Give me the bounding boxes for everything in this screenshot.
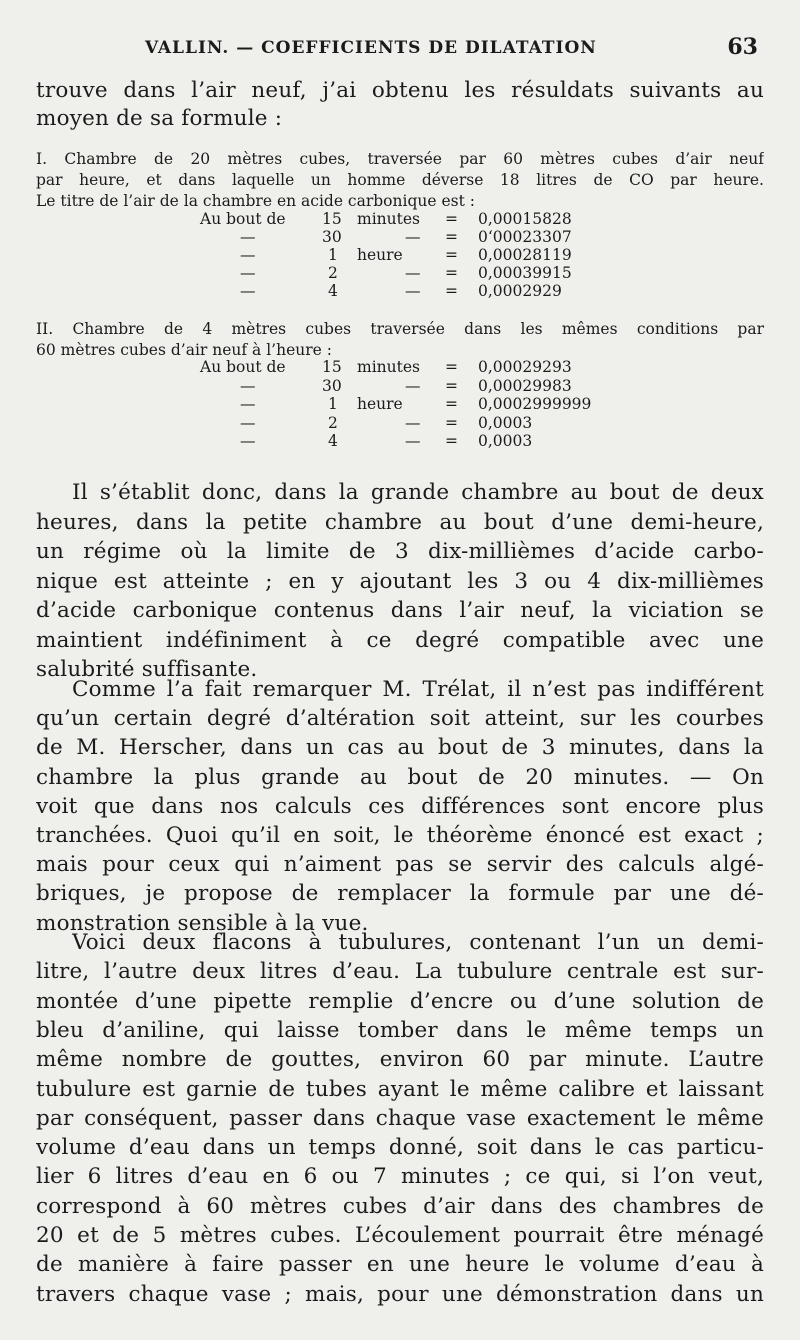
case-text-line: Le titre de l’air de la chambre en acide carbonique est : (36, 192, 475, 210)
text-line: briques, je propose de remplacer la formule par une dé- (36, 881, 764, 907)
cell-eq: = (445, 282, 458, 300)
text-line: salubrité suffisante. (36, 657, 258, 682)
table-row (0, 282, 800, 302)
page-header (0, 34, 800, 64)
cell-eq: = (445, 358, 458, 376)
text-line: de M. Herscher, dans un cas au bout de 3 minutes, dans la (36, 735, 764, 761)
text-line: Il s’établit donc, dans la grande chambre au bout de deux (72, 480, 764, 505)
text-line: heures, dans la petite chambre au bout d’une demi-heure, (36, 509, 764, 535)
case-text-line: I. Chambre de 20 mètres cubes, traversée par 60 mètres cubes d’air neuf (36, 150, 764, 168)
case-text-line: 60 mètres cubes d’air neuf à l’heure : (36, 341, 332, 359)
text-line: mais pour ceux qui n’aiment pas se servir des calculs algé- (36, 852, 764, 878)
cell-unit: minutes (357, 210, 420, 228)
table-row (0, 377, 800, 397)
text-line: monstration sensible à la vue. (36, 910, 369, 936)
cell-eq: = (445, 376, 458, 395)
cell-value: 0,0002929 (478, 282, 562, 300)
cell-ditto1: — (240, 413, 256, 432)
cell-unit: — (405, 413, 421, 432)
text-line: nique est atteinte ; en y ajoutant les 3 ou 4 dix-millièmes (36, 568, 764, 594)
cell-ditto1: — (240, 264, 256, 282)
cell-eq: = (445, 210, 458, 228)
text-line: tubulure est garnie de tubes ayant le même calibre et laissant (36, 1076, 764, 1102)
text-line: maintient indéfiniment à ce degré compatible avec une (36, 627, 764, 653)
case-text-line: II. Chambre de 4 mètres cubes traversée dans les mêmes conditions par (36, 320, 764, 338)
cell-unit: — (405, 282, 421, 300)
cell-value: 0‘00023307 (478, 228, 572, 246)
cell-eq: = (445, 246, 458, 264)
table-row (0, 358, 800, 378)
text-line: moyen de sa formule : (36, 106, 283, 131)
text-line: montée d’une pipette remplie d’encre ou d’une solution de (36, 988, 764, 1014)
cell-time: 30 (322, 228, 342, 246)
text-line: trouve dans l’air neuf, j’ai obtenu les résuldats suivants au (36, 78, 764, 103)
text-line: correspond à 60 mètres cubes d’air dans des chambres de (36, 1193, 764, 1219)
cell-time: 2 (328, 264, 338, 282)
cell-value: 0,00039915 (478, 264, 572, 282)
cell-eq: = (445, 432, 458, 450)
text-line: volume d’eau dans un temps donné, soit dans le cas particu- (36, 1135, 764, 1161)
case-text-line: par heure, et dans laquelle un homme déverse 18 litres de CO par heure. (36, 171, 764, 189)
cell-eq: = (445, 413, 458, 432)
cell-unit: heure (357, 246, 403, 264)
table-row (0, 210, 800, 230)
cell-unit: — (405, 228, 421, 246)
table-row (0, 228, 800, 248)
cell-unit: — (405, 376, 421, 395)
cell-time: 15 (322, 358, 342, 376)
text-line: un régime où la limite de 3 dix-millièmes d’acide carbo- (36, 539, 764, 564)
running-title: VALLIN. — COEFFICIENTS DE DILATATION (145, 38, 597, 58)
table-row (0, 246, 800, 266)
cell-ditto1: — (240, 228, 256, 246)
table-row (0, 264, 800, 284)
cell-unit: heure (357, 395, 403, 413)
text-line: 20 et de 5 mètres cubes. L’écoulement pourrait être ménagé (36, 1223, 764, 1248)
cell-value: 0,00029983 (478, 376, 572, 395)
cell-ditto1: Au bout de (200, 358, 286, 376)
page-number: 63 (727, 34, 758, 60)
cell-ditto1: — (240, 432, 256, 450)
text-line: litre, l’autre deux litres d’eau. La tubulure centrale est sur- (36, 959, 764, 985)
cell-ditto1: — (240, 395, 256, 413)
cell-value: 0,0003 (478, 413, 533, 432)
text-line: lier 6 litres d’eau en 6 ou 7 minutes ; ce qui, si l’on veut, (36, 1164, 764, 1190)
text-line: travers chaque vase ; mais, pour une démonstration dans un (36, 1281, 764, 1307)
cell-unit: — (405, 432, 421, 450)
cell-time: 1 (328, 246, 338, 264)
cell-ditto1: — (240, 376, 256, 395)
text-line: de manière à faire passer en une heure le volume d’eau à (36, 1252, 764, 1278)
cell-unit: — (405, 264, 421, 282)
text-line: bleu d’aniline, qui laisse tomber dans le même temps un (36, 1017, 764, 1043)
cell-value: 0,00029293 (478, 358, 572, 376)
cell-time: 4 (328, 432, 338, 450)
cell-time: 4 (328, 282, 338, 300)
text-line: même nombre de gouttes, environ 60 par minute. L’autre (36, 1047, 764, 1073)
text-line: chambre la plus grande au bout de 20 minutes. — On (36, 764, 764, 790)
cell-ditto1: Au bout de (200, 210, 286, 228)
cell-eq: = (445, 228, 458, 246)
text-line: tranchées. Quoi qu’il en soit, le théorème énoncé est exact ; (36, 823, 764, 848)
cell-time: 15 (322, 210, 342, 228)
table-row (0, 395, 800, 415)
text-line: Voici deux flacons à tubulures, contenant l’un un demi- (72, 930, 764, 955)
cell-time: 30 (322, 376, 342, 395)
text-line: voit que dans nos calculs ces différences sont encore plus (36, 793, 764, 819)
cell-eq: = (445, 395, 458, 413)
cell-ditto1: — (240, 282, 256, 300)
cell-eq: = (445, 264, 458, 282)
table-row (0, 432, 800, 452)
cell-unit: minutes (357, 358, 420, 376)
table-row (0, 414, 800, 434)
text-line: Comme l’a fait remarquer M. Trélat, il n’est pas indifférent (72, 677, 764, 702)
cell-value: 0,00015828 (478, 210, 572, 228)
cell-time: 2 (328, 413, 338, 432)
cell-value: 0,0003 (478, 432, 533, 450)
cell-ditto1: — (240, 246, 256, 264)
cell-time: 1 (328, 395, 338, 413)
text-line: qu’un certain degré d’altération soit atteint, sur les courbes (36, 706, 764, 732)
cell-value: 0,0002999999 (478, 395, 592, 413)
text-line: d’acide carbonique contenus dans l’air neuf, la viciation se (36, 598, 764, 623)
text-line: par conséquent, passer dans chaque vase exactement le même (36, 1105, 764, 1131)
cell-value: 0,00028119 (478, 246, 572, 264)
